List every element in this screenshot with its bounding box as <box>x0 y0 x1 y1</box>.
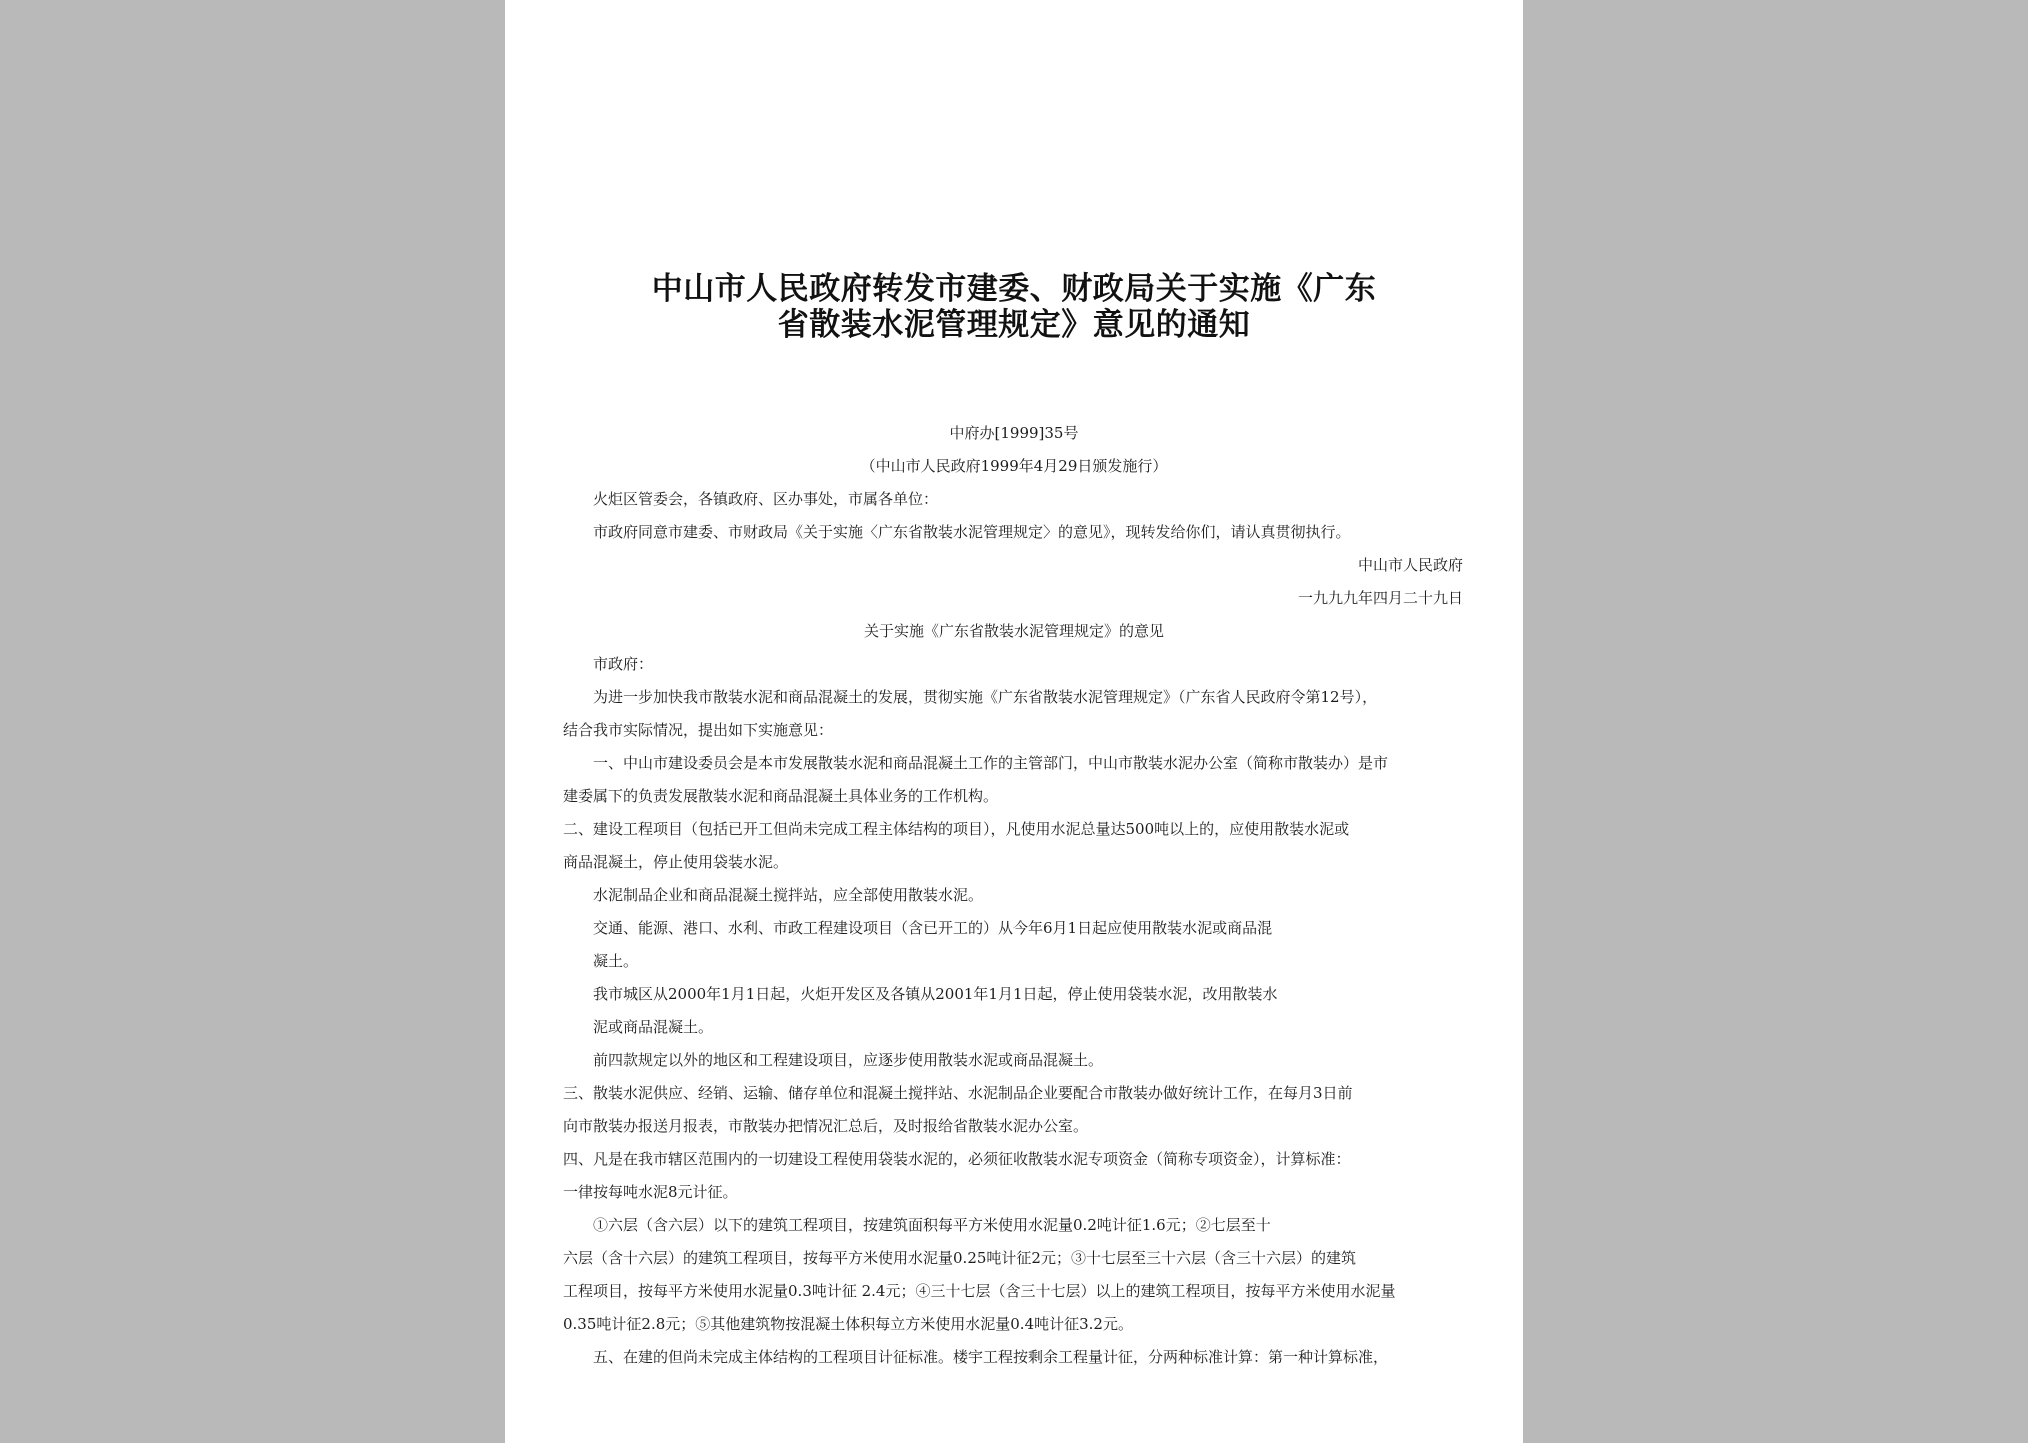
body-line: 我市城区从2000年1月1日起，火炬开发区及各镇从2001年1月1日起，停止使用袋装水泥，改用散装水 <box>593 985 1278 1003</box>
body-line: 商品混凝土，停止使用袋装水泥。 <box>563 853 789 871</box>
body-line: 三、散装水泥供应、经销、运输、储存单位和混凝土搅拌站、水泥制品企业要配合市散装办做好统计工作，在每月3日前 <box>563 1084 1353 1102</box>
issue-note: （中山市人民政府1999年4月29日颁发施行） <box>860 457 1168 475</box>
body-line: 结合我市实际情况，提出如下实施意见： <box>563 721 834 739</box>
document-title-line-1: 中山市人民政府转发市建委、财政局关于实施《广东 <box>651 271 1377 307</box>
body-line: 四、凡是在我市辖区范围内的一切建设工程使用袋装水泥的，必须征收散装水泥专项资金（简称专项资金），计算标准： <box>563 1150 1351 1168</box>
body-line: 水泥制品企业和商品混凝土搅拌站，应全部使用散装水泥。 <box>593 886 984 904</box>
body-line: 五、在建的但尚未完成主体结构的工程项目计征标准。楼宇工程按剩余工程量计征，分两种标准计算：第一种计算标准， <box>593 1348 1389 1366</box>
signature-date: 一九九九年四月二十九日 <box>1297 589 1463 607</box>
signature-org: 中山市人民政府 <box>1357 556 1463 574</box>
body-line: 向市散装办报送月报表，市散装办把情况汇总后，及时报给省散装水泥办公室。 <box>563 1117 1089 1135</box>
document-title-line-2: 省散装水泥管理规定》意见的通知 <box>777 307 1251 343</box>
salutation: 市政府： <box>593 655 654 673</box>
body-line: 二、建设工程项目（包括已开工但尚未完成工程主体结构的项目），凡使用水泥总量达500吨以上的，应使用散装水泥或 <box>563 820 1350 838</box>
opinion-title: 关于实施《广东省散装水泥管理规定》的意见 <box>863 622 1164 640</box>
recipients: 火炬区管委会，各镇政府、区办事处，市属各单位： <box>593 490 939 508</box>
body-line: 一律按每吨水泥8元计征。 <box>563 1183 738 1201</box>
body-line: 为进一步加快我市散装水泥和商品混凝土的发展，贯彻实施《广东省散装水泥管理规定》（广东省人民政府令第12号）， <box>593 688 1378 706</box>
document-number: 中府办[1999]35号 <box>949 424 1079 442</box>
body-line: 凝土。 <box>593 952 639 970</box>
body-line: 一、中山市建设委员会是本市发展散装水泥和商品混凝土工作的主管部门，中山市散装水泥办公室（简称市散装办）是市 <box>593 754 1389 772</box>
body-line: ①六层（含六层）以下的建筑工程项目，按建筑面积每平方米使用水泥量0.2吨计征1.6元；②七层至十 <box>593 1216 1271 1234</box>
document-page <box>505 0 1523 1443</box>
forward-text: 市政府同意市建委、市财政局《关于实施〈广东省散装水泥管理规定〉的意见》，现转发给你们，请认真贯彻执行。 <box>593 523 1351 541</box>
body-line: 前四款规定以外的地区和工程建设项目，应逐步使用散装水泥或商品混凝土。 <box>593 1051 1104 1069</box>
body-line: 建委属下的负责发展散装水泥和商品混凝土具体业务的工作机构。 <box>563 787 999 805</box>
body-line: 交通、能源、港口、水利、市政工程建设项目（含已开工的）从今年6月1日起应使用散装水泥或商品混 <box>593 919 1273 937</box>
body-line: 工程项目，按每平方米使用水泥量0.3吨计征 2.4元；④三十七层（含三十七层）以上的建筑工程项目，按每平方米使用水泥量 <box>563 1282 1396 1300</box>
body-line: 泥或商品混凝土。 <box>593 1018 714 1036</box>
body-line: 六层（含十六层）的建筑工程项目，按每平方米使用水泥量0.25吨计征2元；③十七层至三十六层（含三十六层）的建筑 <box>563 1249 1356 1267</box>
body-line: 0.35吨计征2.8元；⑤其他建筑物按混凝土体积每立方米使用水泥量0.4吨计征3.2元。 <box>563 1315 1133 1333</box>
